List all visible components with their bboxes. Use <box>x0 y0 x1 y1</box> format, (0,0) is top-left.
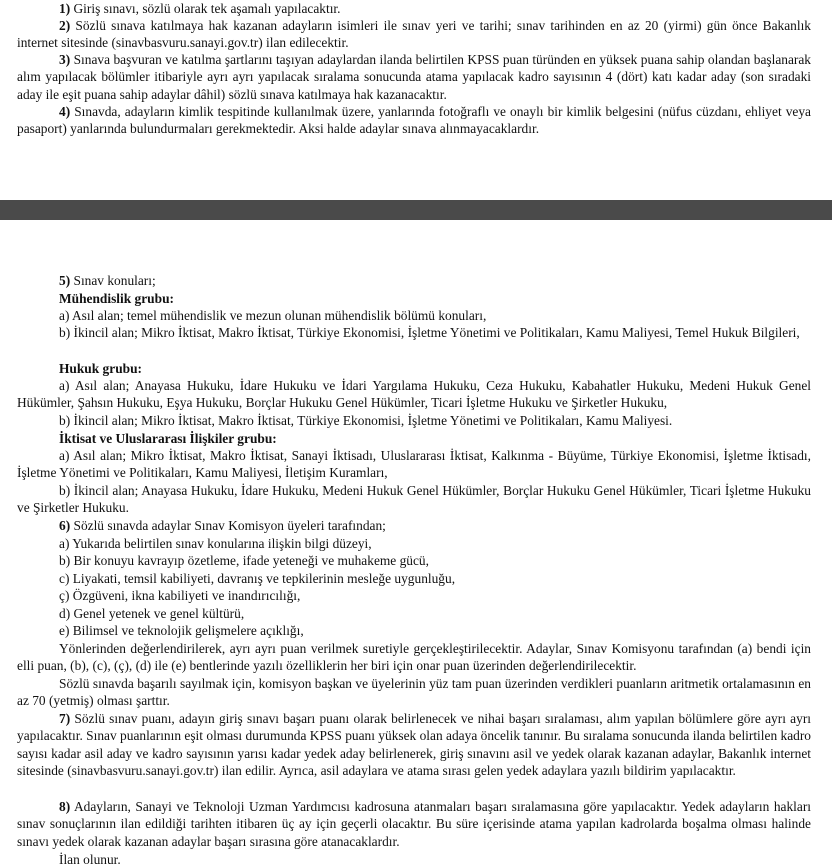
law-main-field: a) Asıl alan; Anayasa Hukuku, İdare Hukuku ve İdari Yargılama Hukuku, Ceza Hukuku, Kabahatler Hukuku, Medeni Hukuk Genel Hükümler, Şahsın Hukuku, Eşya Hukuku, Borçlar Hukuku Genel Hükümler, Ticari İşletme Hukuku ve Şirketler Hukuku, <box>17 378 811 411</box>
item-number: 8) <box>59 799 71 814</box>
paragraph-text: Sınavda, adayların kimlik tespitinde kullanılmak üzere, yanlarında fotoğraflı ve onaylı bir kimlik belgesini (nüfus cüzdanı, ehliyet veya pasaport) yanlarında bulundurmaları gerekmektedir. Aksi halde adaylar sınava alınmayacaklardır. <box>17 104 811 137</box>
paragraph-text: Sözlü sınava katılmaya hak kazanan adayların isimleri ile sınav yeri ve tarihi; sınav tarihinden en az 20 (yirmi) gün önce Bakanlık internet sitesinde (sinavbasvuru.sanayi.gov.tr) ilan edilecektir. <box>17 18 811 51</box>
evaluation-paragraph: Yönlerinden değerlendirilerek, ayrı ayrı puan verilmek suretiyle gerçekleştirilecektir. Adaylar, Sınav Komisyonu tarafından (a) bendi için elli puan, (b), (c), (ç), (d) ile (e) bentlerinde yazılı özelliklerin her biri için onar puan üzerinden değerlendirilecektir. <box>17 641 811 674</box>
heading-engineering-group: Mühendislik grubu: <box>59 291 174 306</box>
item-number: 6) <box>59 518 71 533</box>
heading-law-group: Hukuk grubu: <box>59 361 142 376</box>
item-number: 5) <box>59 273 71 288</box>
section-text: Adayların, Sanayi ve Teknoloji Uzman Yardımcısı kadrosuna atanmaları başarı sıralamasına göre yapılacaktır. Yedek adayların hakları sınav sonuçlarının ilan edildiği tarihten itibaren üç ay için geçerli olacaktır. Bu süre içerisinde atama yapılan kadrolarda boşalma olması halinde sınavı yedek olarak kazanan adaylar başarı sırasına göre atanacaklardır. <box>17 799 811 849</box>
paragraph-4 <box>17 103 811 138</box>
section-6-intro <box>17 517 811 534</box>
criteria-item: b) Bir konuyu kavrayıp özetleme, ifade yeteneği ve muhakeme gücü, <box>59 553 429 568</box>
economics-main-field: a) Asıl alan; Mikro İktisat, Makro İktisat, Sanayi İktisadı, Uluslararası İktisat, Kalkınma - Büyüme, Türkiye Ekonomisi, İşletme İktisadı, İşletme Yönetimi ve Politikaları, Kamu Maliyesi, İletişim Kuramları, <box>17 448 811 481</box>
criteria-item: ç) Özgüveni, ikna kabiliyeti ve inandırıcılığı, <box>59 588 301 603</box>
engineering-secondary-field: b) İkincil alan; Mikro İktisat, Makro İktisat, Türkiye Ekonomisi, İşletme Yönetimi ve Politikaları, Kamu Maliyesi, Temel Hukuk Bilgileri, <box>59 325 800 340</box>
closing-line: İlan olunur. <box>59 852 121 867</box>
document-page-1 <box>0 0 832 196</box>
paragraph-1 <box>17 0 811 17</box>
criteria-item: a) Yukarıda belirtilen sınav konularına ilişkin bilgi düzeyi, <box>59 536 372 551</box>
engineering-main-field: a) Asıl alan; temel mühendislik ve mezun olunan mühendislik bölümü konuları, <box>59 308 487 323</box>
criteria-item: d) Genel yetenek ve genel kültürü, <box>59 606 245 621</box>
economics-secondary-field: b) İkincil alan; Anayasa Hukuku, İdare Hukuku, Medeni Hukuk Genel Hükümler, Borçlar Hukuku Genel Hükümler, Ticari İşletme Hukuku ve Şirketler Hukuku. <box>17 483 811 516</box>
paragraph-text: Giriş sınavı, sözlü olarak tek aşamalı yapılacaktır. <box>70 1 341 16</box>
section-text: Sözlü sınavda adaylar Sınav Komisyon üyeleri tarafından; <box>70 518 386 533</box>
criteria-item: c) Liyakati, temsil kabiliyeti, davranış ve tepkilerinin mesleğe uygunluğu, <box>59 571 456 586</box>
item-number: 2) <box>59 18 71 33</box>
section-5-intro <box>17 272 811 289</box>
item-number: 7) <box>59 711 71 726</box>
section-7 <box>17 710 811 780</box>
paragraph-text: Sınava başvuran ve katılma şartlarını taşıyan adaylardan ilanda belirtilen KPSS puan türünden en yüksek puana sahip olandan başlanarak alım yapılacak bölümler itibariyle ayrı ayrı yapılacak sıralama sonucunda atama yapılacak kadro sayısının 4 (dört) katı kadar aday (son sıradaki aday ile eşit puana sahip adaylar dâhil) sözlü sınava katılmaya hak kazanacaktır. <box>17 52 811 102</box>
item-number: 3) <box>59 52 71 67</box>
item-number: 1) <box>59 1 71 16</box>
passing-score-paragraph: Sözlü sınavda başarılı sayılmak için, komisyon başkan ve üyelerinin yüz tam puan üzerinden verdikleri puanların aritmetik ortalamasının en az 70 (yetmiş) olması şarttır. <box>17 676 811 709</box>
page-divider <box>0 200 832 220</box>
section-text: Sözlü sınav puanı, adayın giriş sınavı başarı puanı olarak belirlenecek ve nihai başarı sıralaması, alım yapılan bölümlere göre ayrı ayrı yapılacaktır. Sınav puanlarının eşit olması durumunda KPSS puanı yüksek olan adaya öncelik tanınır. Bu sıralama sonucunda ilanda belirtilen kadro sayısı kadar asil aday ve kadro sayısının yarısı kadar yedek aday belirlenerek, giriş sınavını asil ve yedek olarak kazanan adaylar, Bakanlık internet sitesinde (sinavbasvuru.sanayi.gov.tr) ilan edilir. Ayrıca, asil adaylara ve atama sırası gelen yedek adaylara yazılı bildirim yapılacaktır. <box>17 711 811 779</box>
section-text: Sınav konuları; <box>70 273 156 288</box>
criteria-item: e) Bilimsel ve teknolojik gelişmelere açıklığı, <box>59 623 304 638</box>
law-secondary-field: b) İkincil alan; Mikro İktisat, Makro İktisat, Türkiye Ekonomisi, İşletme Yönetimi ve Politikaları, Kamu Maliyesi. <box>59 413 673 428</box>
paragraph-2 <box>17 17 811 52</box>
document-page-2 <box>0 222 832 867</box>
item-number: 4) <box>59 104 71 119</box>
heading-economics-group: İktisat ve Uluslararası İlişkiler grubu: <box>59 431 277 446</box>
paragraph-3 <box>17 51 811 103</box>
section-8 <box>17 798 811 850</box>
